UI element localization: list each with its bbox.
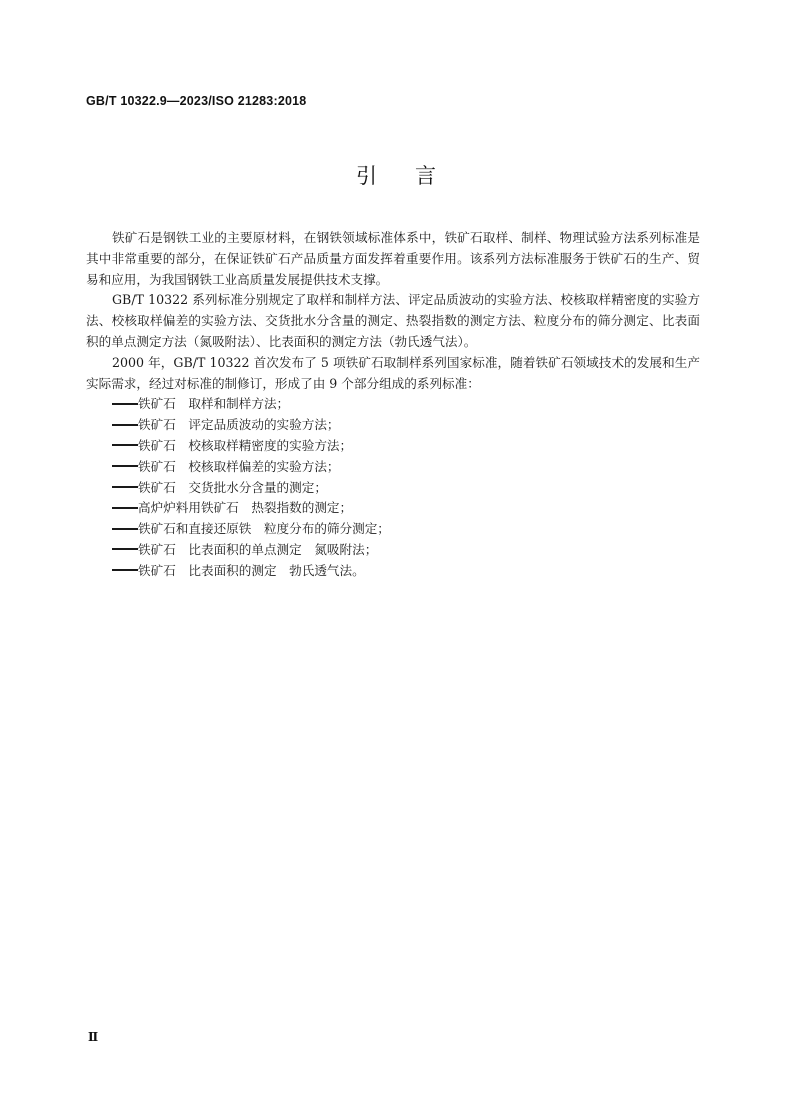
list-item <box>86 519 700 540</box>
dash-mark <box>112 528 138 530</box>
dash-mark <box>112 507 138 509</box>
dash-mark <box>112 424 138 426</box>
paragraph-series-scope: GB/T 10322 系列标准分别规定了取样和制样方法、评定品质波动的实验方法、校核取样精密度的实验方法、校核取样偏差的实验方法、交货批水分含量的测定、热裂指数的测定方法、粒度分布的筛分测定、比表面积的单点测定方法（氮吸附法）、比表面积的测定方法（勃氏透气法）。 <box>86 292 700 349</box>
list-item-text: 高炉炉料用铁矿石 热裂指数的测定； <box>138 500 353 516</box>
list-item-text: 铁矿石 比表面积的测定 勃氏透气法。 <box>138 562 365 578</box>
list-item-text: 铁矿石和直接还原铁 粒度分布的筛分测定； <box>138 521 390 537</box>
standard-code-header: GB/T 10322.9—2023/ISO 21283:2018 <box>86 94 307 108</box>
list-item-text: 铁矿石 校核取样偏差的实验方法； <box>138 458 340 474</box>
dash-mark <box>112 486 138 488</box>
paragraph-history: 2000 年，GB/T 10322 首次发布了 5 项铁矿石取制样系列国家标准，随着铁矿石领域技术的发展和生产实际需求，经过对标准的制修订，形成了由 9 个部分组成的系列标准： <box>86 354 700 391</box>
list-item-text: 铁矿石 取样和制样方法； <box>138 396 290 412</box>
list-item <box>86 394 700 415</box>
paragraph-intro: 铁矿石是钢铁工业的主要原材料，在钢铁领域标准体系中，铁矿石取样、制样、物理试验方法系列标准是其中非常重要的部分，在保证铁矿石产品质量方面发挥着重要作用。该系列方法标准服务于铁矿石的生产、贸易和应用，为我国钢铁工业高质量发展提供技术支撑。 <box>86 230 700 287</box>
list-item <box>86 457 700 478</box>
list-item-text: 铁矿石 比表面积的单点测定 氮吸附法； <box>138 541 378 557</box>
list-item <box>86 561 700 582</box>
dash-mark <box>112 444 138 446</box>
list-item <box>86 540 700 561</box>
list-item-text: 铁矿石 评定品质波动的实验方法； <box>138 417 340 433</box>
dash-mark <box>112 569 138 571</box>
list-item <box>86 498 700 519</box>
dash-mark <box>112 403 138 405</box>
dash-mark <box>112 548 138 550</box>
standards-list <box>86 394 700 581</box>
list-item-text: 铁矿石 校核取样精密度的实验方法； <box>138 437 353 453</box>
list-item-text: 铁矿石 交货批水分含量的测定； <box>138 479 327 495</box>
page-number: Ⅱ <box>88 1030 99 1044</box>
list-item <box>86 415 700 436</box>
list-item <box>86 436 700 457</box>
page-title: 引言 <box>356 164 474 188</box>
document-body <box>86 228 700 582</box>
dash-mark <box>112 465 138 467</box>
list-item <box>86 478 700 499</box>
